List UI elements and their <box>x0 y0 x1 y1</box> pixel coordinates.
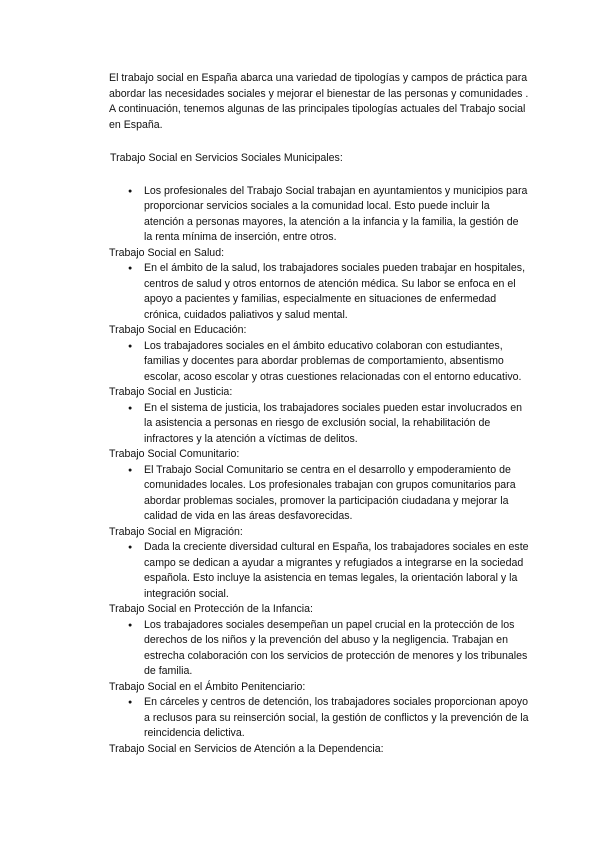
bullet-list-justicia <box>109 401 529 448</box>
bullet-list-penitenciario <box>109 695 529 742</box>
bullet-list-infancia <box>109 618 529 680</box>
section-title-infancia: Trabajo Social en Protección de la Infancia: <box>109 603 313 615</box>
list-item: ● En el ámbito de la salud, los trabajadores sociales pueden trabajar en hospitales, centros de salud y otros entornos de atención médica. Su labor se enfoca en el apoyo a pacientes y familias, especialmente en situaciones de enfermedad crónica, cuidados paliativos y salud mental. <box>109 261 529 323</box>
bullet-list-salud <box>109 261 529 323</box>
intro-paragraph: El trabajo social en España abarca una variedad de tipologías y campos de práctica para abordar las necesidades sociales y mejorar el bienestar de las personas y comunidades . A continuación, tenemos algunas de las principales tipologías actuales del Trabajo social en España. <box>109 72 529 131</box>
list-item: ● En cárceles y centros de detención, los trabajadores sociales proporcionan apoyo a reclusos para su reinserción social, la gestión de conflictos y la prevención de la reincidencia delictiva. <box>109 695 529 742</box>
bullet-list-comunitario <box>109 463 529 525</box>
section-title-migracion: Trabajo Social en Migración: <box>109 525 243 538</box>
document-body <box>109 71 529 757</box>
list-item: ● Los trabajadores sociales desempeñan un papel crucial en la protección de los derechos de los niños y la prevención del abuso y la negligencia. Trabajan en estrecha colaboración con los servicios de protección de menores y los tribunales de familia. <box>109 618 529 680</box>
bullet-list-educacion <box>109 339 529 386</box>
list-item: ● En el sistema de justicia, los trabajadores sociales pueden estar involucrados en la asistencia a personas en riesgo de exclusión social, la rehabilitación de infractores y la atención a víctimas de delitos. <box>109 401 529 448</box>
list-item: ● Los profesionales del Trabajo Social trabajan en ayuntamientos y municipios para proporcionar servicios sociales a la comunidad local. Esto puede incluir la atención a personas mayores, la atención a la infancia y la familia, la gestión de la renta mínima de inserción, entre otros. <box>109 184 529 246</box>
section-title-dependencia: Trabajo Social en Servicios de Atención a la Dependencia: <box>109 742 384 755</box>
section-title-servicios-sociales: Trabajo Social en Servicios Sociales Municipales: <box>110 152 343 164</box>
bullet-list-servicios-sociales <box>109 184 529 246</box>
section-title-justicia: Trabajo Social en Justicia: <box>109 386 233 398</box>
section-title-salud: Trabajo Social en Salud: <box>109 246 225 259</box>
list-item: ● Dada la creciente diversidad cultural en España, los trabajadores sociales en este campo se dedican a ayudar a migrantes y refugiados a integrarse en la sociedad española. Esto incluye la asistencia en temas legales, la orientación laboral y la integración social. <box>109 540 529 602</box>
section-title-comunitario: Trabajo Social Comunitario: <box>109 448 240 460</box>
section-title-penitenciario: Trabajo Social en el Ámbito Penitenciario: <box>109 680 306 693</box>
list-item: ● Los trabajadores sociales en el ámbito educativo colaboran con estudiantes, familias y docentes para abordar problemas de comportamiento, absentismo escolar, acoso escolar y otras cuestiones relacionadas con el entorno educativo. <box>109 339 529 386</box>
bullet-list-migracion <box>109 540 529 602</box>
section-title-educacion: Trabajo Social en Educación: <box>109 324 247 336</box>
list-item: ● El Trabajo Social Comunitario se centra en el desarrollo y empoderamiento de comunidades locales. Los profesionales trabajan con grupos comunitarios para abordar problemas sociales, promover la participación ciudadana y mejorar la calidad de vida en las áreas desfavorecidas. <box>109 463 529 525</box>
